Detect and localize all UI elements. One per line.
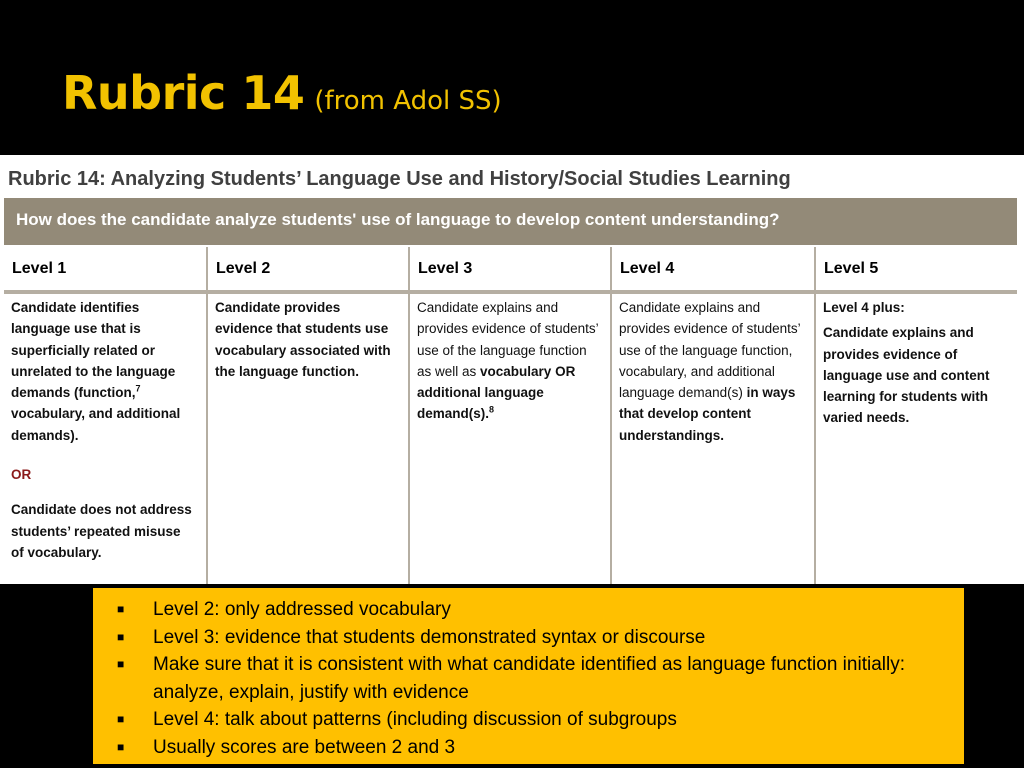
- note-item: [117, 706, 952, 734]
- rubric-image: [0, 155, 1024, 584]
- level-2-header: Level 2: [206, 247, 408, 290]
- notes-list: [117, 596, 952, 761]
- level-5-header: Level 5: [814, 247, 1017, 290]
- square-bullet-icon: ■: [117, 602, 125, 616]
- slide-title: [62, 66, 502, 120]
- level-4-header: Level 4: [610, 247, 814, 290]
- level-1-text-a: Candidate identifies language use that is superficially related or unrelated to the language demands (function,: [11, 300, 176, 401]
- level-5-text: Candidate explains and provides evidence of language use and content learning for students with varied needs.: [823, 325, 990, 426]
- level-3-emphasis: vocabulary OR additional language demand(s).: [417, 363, 576, 422]
- note-item: [117, 596, 952, 624]
- level-1-description: [4, 294, 206, 584]
- note-text: Level 3: evidence that students demonstrated syntax or discourse: [153, 626, 706, 648]
- note-text: Level 4: talk about patterns (including discussion of subgroups: [153, 709, 677, 730]
- rubric-question: How does the candidate analyze students' use of language to develop content understanding?: [4, 198, 1017, 245]
- level-1-text-b: vocabulary, and additional demands).: [11, 406, 181, 443]
- level-5-description: [814, 294, 1017, 584]
- square-bullet-icon: ■: [117, 739, 125, 754]
- level-3-text: Candidate explains and provides evidence of students’ use of the language function as well as: [417, 300, 599, 379]
- notes-box: [93, 588, 964, 764]
- level-3-header: Level 3: [408, 247, 610, 290]
- slide-title-sub: (from Adol SS): [314, 86, 502, 116]
- level-description-row: [4, 294, 1017, 584]
- note-item: [117, 734, 952, 762]
- level-4-emphasis: in ways that develop content understandings.: [619, 385, 796, 443]
- square-bullet-icon: ■: [117, 657, 125, 671]
- note-text: Level 2: only addressed vocabulary: [153, 599, 451, 620]
- note-text: Make sure that it is consistent with what candidate identified as language function initially: analyze, explain, justify with evidence: [153, 654, 905, 703]
- level-1-text-c: Candidate does not address students’ repeated misuse of vocabulary.: [11, 502, 192, 560]
- note-item: [117, 651, 952, 706]
- level-3-description: [408, 294, 610, 584]
- slide-title-main: Rubric 14: [62, 66, 305, 120]
- level-1-header: Level 1: [12, 260, 67, 277]
- footnote-7: 7: [135, 383, 141, 394]
- rubric-heading: Rubric 14: Analyzing Students’ Language Use and History/Social Studies Learning: [8, 168, 791, 190]
- level-header-row: [4, 247, 1017, 290]
- level-2-description: Candidate provides evidence that students use vocabulary associated with the language function.: [206, 294, 408, 584]
- note-item: [117, 624, 952, 652]
- level-4-description: [610, 294, 814, 584]
- footnote-8: 8: [489, 404, 495, 415]
- note-text: Usually scores are between 2 and 3: [153, 736, 456, 758]
- or-label: OR: [11, 467, 32, 483]
- level-4-text: Candidate explains and provides evidence of students’ use of the language function, vocabulary, and additional language demand(s): [619, 300, 801, 401]
- level-5-lead: Level 4 plus:: [823, 300, 905, 315]
- square-bullet-icon: ■: [117, 712, 125, 726]
- square-bullet-icon: ■: [117, 629, 125, 644]
